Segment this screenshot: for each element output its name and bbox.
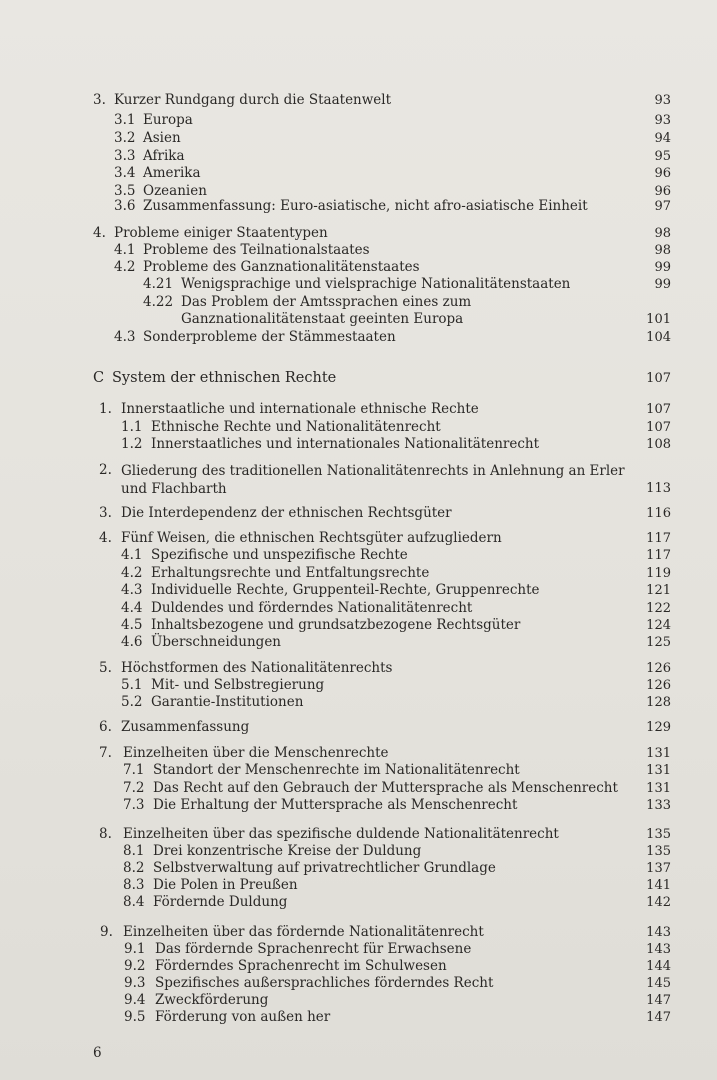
entry-number: 4.3 [121,582,143,598]
entry-title: Duldendes und förderndes Nationalitätenrecht [151,600,473,616]
entry-number: 4.1 [121,547,143,563]
entry-page: 129 [646,720,671,735]
entry-page: 95 [654,149,671,164]
entry-title: Spezifische und unspezifische Rechte [151,547,408,563]
entry-page: 107 [646,371,671,386]
entry-number: 3.5 [114,183,136,199]
entry-title: Förderndes Sprachenrecht im Schulwesen [155,958,447,974]
entry-page: 96 [654,184,671,199]
entry-title: Erhaltungsrechte und Entfaltungsrechte [151,565,430,581]
entry-number: 8.4 [123,894,145,910]
entry-number: 3. [93,92,106,108]
page-number: 6 [93,1045,102,1061]
entry-page: 144 [646,959,671,974]
entry-number: 1.2 [121,436,143,452]
entry-page: 99 [654,260,671,275]
entry-title: Das fördernde Sprachenrecht für Erwachsene [155,941,472,957]
entry-number: 6. [99,719,112,735]
entry-number: 7.2 [123,780,145,796]
entry-number: 4. [99,530,112,546]
entry-page: 96 [654,166,671,181]
entry-title: Überschneidungen [151,634,282,650]
entry-title: Mit- und Selbstregierung [151,677,325,693]
entry-page: 125 [646,635,671,650]
entry-title: Spezifisches außersprachliches förderndes Recht [155,975,494,991]
entry-page: 98 [654,226,671,241]
entry-page: 143 [646,942,671,957]
entry-number: 9.4 [124,992,146,1008]
entry-number: 1. [99,401,112,417]
entry-number: 7.1 [123,762,145,778]
entry-title: Einzelheiten über das spezifische duldende Nationalitätenrecht [123,826,559,842]
entry-number: 9.5 [124,1009,146,1025]
entry-page: 107 [646,420,671,435]
entry-number: 5. [99,660,112,676]
entry-title: Das Problem der Amtssprachen eines zum [181,294,472,310]
entry-number: 3.2 [114,130,136,146]
entry-number: 4.5 [121,617,143,633]
entry-page: 135 [646,827,671,842]
entry-number: 7.3 [123,797,145,813]
entry-page: 94 [654,131,671,146]
entry-number: 4.21 [143,276,174,292]
entry-title: Garantie-Institutionen [151,694,304,710]
entry-number: 3.1 [114,112,136,128]
entry-page: 101 [646,312,671,327]
entry-title: Innerstaatliche und internationale ethnische Rechte [121,401,479,417]
entry-title: Amerika [143,165,201,181]
entry-page: 128 [646,695,671,710]
entry-page: 124 [646,618,671,633]
entry-page: 133 [646,798,671,813]
entry-page: 121 [646,583,671,598]
entry-number: 8. [99,826,112,842]
chapter-title: System der ethnischen Rechte [112,370,337,386]
entry-number: 4.2 [114,259,136,275]
entry-number: 7. [99,745,112,761]
entry-number: 8.2 [123,860,145,876]
entry-page: 104 [646,330,671,345]
entry-title: Kurzer Rundgang durch die Staatenwelt [114,92,392,108]
entry-title: Zusammenfassung [121,719,250,735]
entry-title: Ganznationalitätenstaat geeinten Europa [181,311,464,327]
entry-number: 3.4 [114,165,136,181]
entry-page: 142 [646,895,671,910]
entry-title: Ozeanien [143,183,207,199]
entry-number: 3.6 [114,198,136,214]
entry-title: Sonderprobleme der Stämmestaaten [143,329,396,345]
entry-title: Probleme einiger Staatentypen [114,225,328,241]
entry-title: Probleme des Ganznationalitätenstaates [143,259,420,275]
entry-title: Standort der Menschenrechte im Nationalitätenrecht [153,762,520,778]
entry-number: 9.1 [124,941,146,957]
entry-title: Zusammenfassung: Euro-asiatische, nicht afro-asiatische Einheit [143,198,588,214]
entry-page: 147 [646,1010,671,1025]
entry-title: Höchstformen des Nationalitätenrechts [121,660,393,676]
chapter-letter: C [93,370,105,386]
entry-page: 126 [646,678,671,693]
entry-title: Einzelheiten über die Menschenrechte [123,745,389,761]
entry-page: 145 [646,976,671,991]
entry-title: Die Polen in Preußen [153,877,298,893]
entry-title: Förderung von außen her [155,1009,331,1025]
entry-number: 9. [100,924,113,940]
entry-page: 117 [646,531,671,546]
entry-number: 9.3 [124,975,146,991]
entry-title: Die Interdependenz der ethnischen Rechtsgüter [121,505,452,521]
entry-page: 98 [654,243,671,258]
entry-number: 4.22 [143,294,174,310]
entry-page: 119 [646,566,671,581]
entry-page: 147 [646,993,671,1008]
entry-title: Das Recht auf den Gebrauch der Muttersprache als Menschenrecht [153,780,618,796]
entry-number: 2. [99,462,112,478]
entry-title: Selbstverwaltung auf privatrechtlicher Grundlage [153,860,496,876]
entry-number: 1.1 [121,419,143,435]
entry-page: 97 [654,199,671,214]
entry-title: Drei konzentrische Kreise der Duldung [153,843,422,859]
entry-number: 5.1 [121,677,143,693]
entry-number: 4.3 [114,329,136,345]
entry-number: 4.1 [114,242,136,258]
entry-page: 131 [646,763,671,778]
entry-title: Individuelle Rechte, Gruppenteil-Rechte, Gruppenrechte [151,582,540,598]
entry-title: Europa [143,112,193,128]
entry-number: 8.1 [123,843,145,859]
entry-title: Inhaltsbezogene und grundsatzbezogene Rechtsgüter [151,617,521,633]
entry-number: 4.6 [121,634,143,650]
entry-title: Wenigsprachige und vielsprachige Nationalitätenstaaten [181,276,571,292]
entry-number: 4. [93,225,106,241]
entry-title: Probleme des Teilnationalstaates [143,242,370,258]
entry-page: 107 [646,402,671,417]
entry-page: 137 [646,861,671,876]
entry-title: Fünf Weisen, die ethnischen Rechtsgüter aufzugliedern [121,530,502,546]
entry-title: Zweckförderung [155,992,269,1008]
entry-page: 116 [646,506,671,521]
entry-title: Einzelheiten über das fördernde Nationalitätenrecht [123,924,484,940]
entry-page: 113 [646,481,671,496]
entry-number: 4.2 [121,565,143,581]
entry-title: Die Erhaltung der Muttersprache als Menschenrecht [153,797,518,813]
entry-page: 122 [646,601,671,616]
entry-title: Ethnische Rechte und Nationalitätenrecht [151,419,441,435]
entry-title: Afrika [143,148,185,164]
entry-page: 143 [646,925,671,940]
entry-title: Fördernde Duldung [153,894,288,910]
entry-title: Innerstaatliches und internationales Nationalitätenrecht [151,436,540,452]
entry-page: 131 [646,781,671,796]
entry-number: 5.2 [121,694,143,710]
entry-number: 8.3 [123,877,145,893]
entry-page: 108 [646,437,671,452]
entry-number: 9.2 [124,958,146,974]
entry-page: 135 [646,844,671,859]
entry-title: Asien [143,130,181,146]
entry-page: 93 [654,93,671,108]
entry-number: 3.3 [114,148,136,164]
entry-number: 4.4 [121,600,143,616]
entry-number: 3. [99,505,112,521]
entry-page: 126 [646,661,671,676]
entry-title: Gliederung des traditionellen Nationalitätenrechts in Anlehnung an Erler und Flachbarth [121,463,625,497]
entry-page: 141 [646,878,671,893]
entry-page: 131 [646,746,671,761]
entry-page: 117 [646,548,671,563]
entry-page: 93 [654,113,671,128]
entry-page: 99 [654,277,671,292]
